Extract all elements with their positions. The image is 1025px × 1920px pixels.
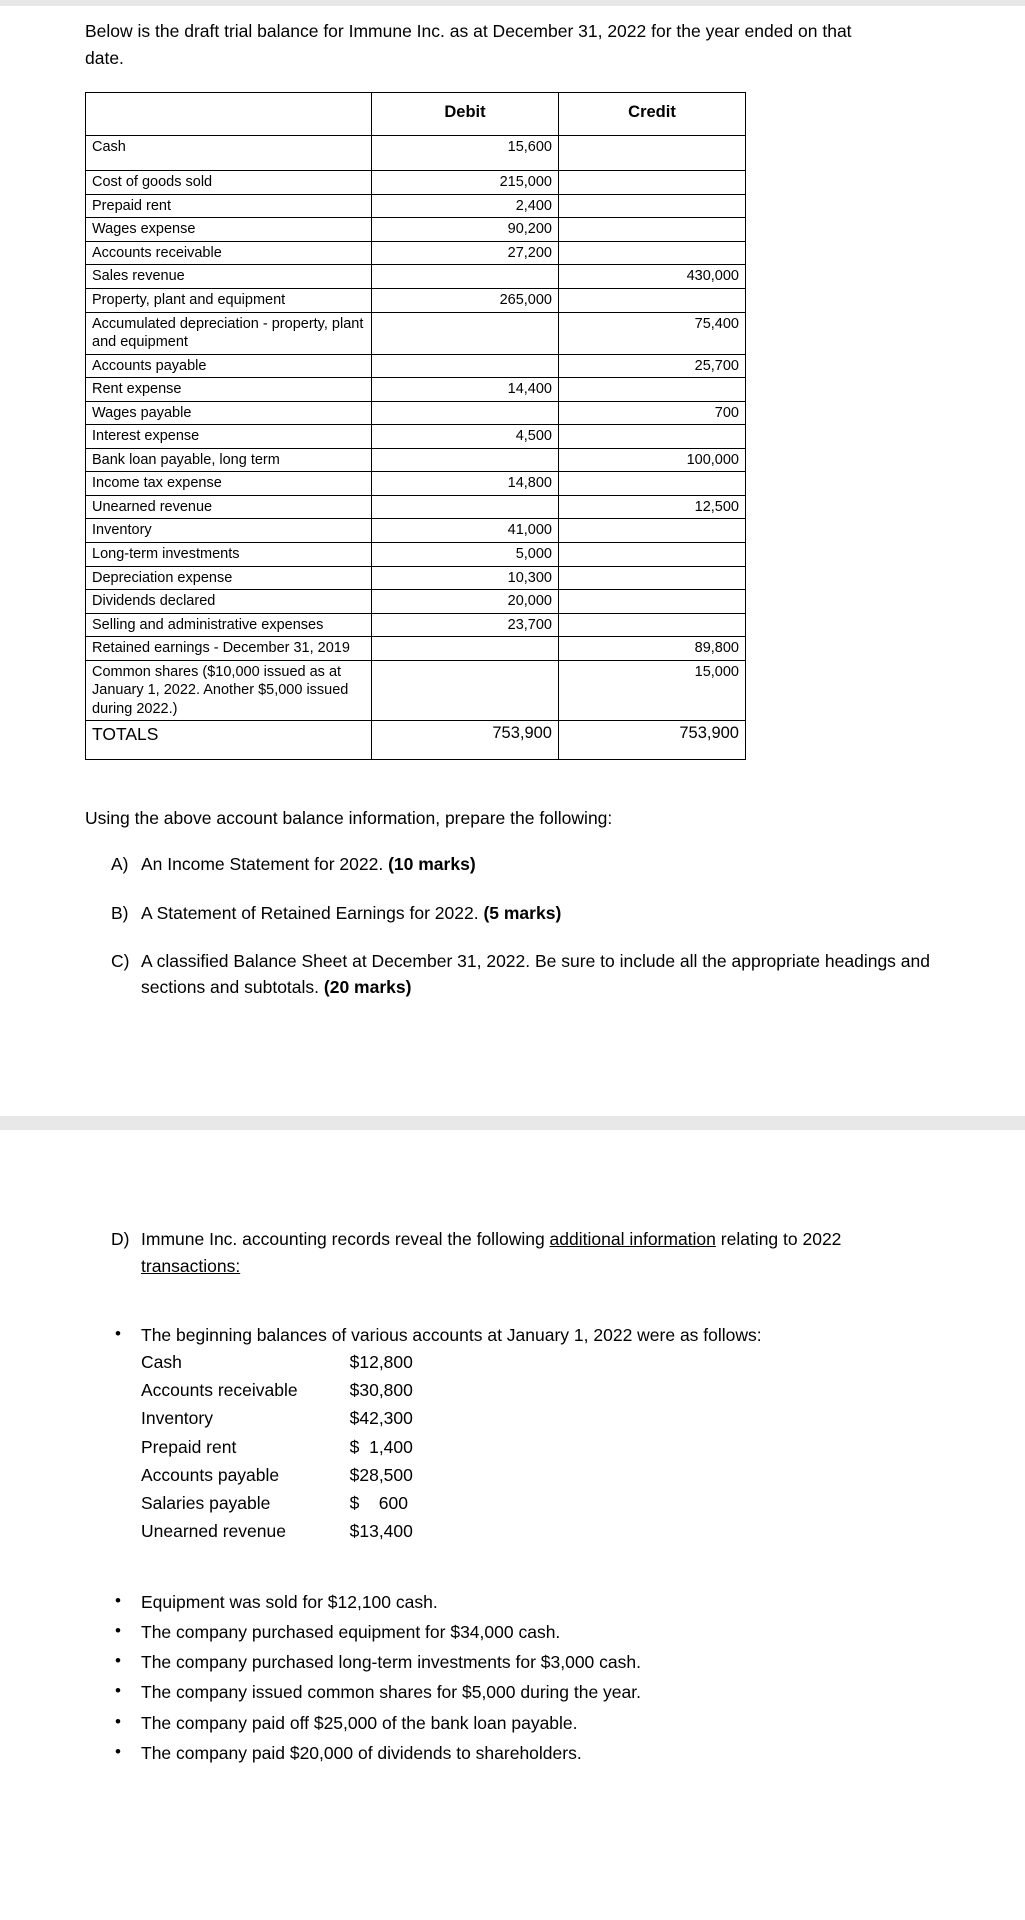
list-item: • The company issued common shares for $5,000 during the year.	[85, 1679, 965, 1705]
prompt-part-marks: (20 marks)	[323, 977, 412, 998]
prompt-part-marks: (5 marks)	[483, 902, 562, 923]
cell-amount: $ 600	[349, 1493, 409, 1514]
part-d-underline-1: additional information	[549, 1229, 716, 1250]
prompt-part	[85, 900, 931, 926]
cell-account: Interest expense	[86, 425, 372, 449]
cell-credit: 75,400	[559, 312, 746, 354]
page-separator-band	[0, 1116, 1025, 1130]
cell-credit: 15,000	[559, 660, 746, 721]
cell-amount: $30,800	[349, 1380, 413, 1401]
column-header-account	[86, 93, 372, 136]
cell-debit: 14,800	[372, 472, 559, 496]
cell-debit: 27,200	[372, 241, 559, 265]
document-page	[0, 6, 1025, 1766]
prompt-part-label: A)	[111, 854, 129, 875]
table-row	[86, 241, 746, 265]
cell-credit	[559, 590, 746, 614]
table-row	[86, 354, 746, 378]
cell-credit	[559, 136, 746, 171]
table-row	[86, 265, 746, 289]
cell-amount: $12,800	[349, 1351, 413, 1372]
cell-amount: $28,500	[349, 1464, 413, 1485]
table-row	[141, 1490, 413, 1518]
cell-account: Unearned revenue	[86, 495, 372, 519]
cell-account: Property, plant and equipment	[86, 288, 372, 312]
cell-account: Accounts receivable	[141, 1380, 298, 1401]
cell-account: Unearned revenue	[141, 1521, 286, 1542]
table-row	[86, 136, 746, 171]
cell-amount: $42,300	[349, 1408, 413, 1429]
table-row	[86, 194, 746, 218]
cell-credit: 12,500	[559, 495, 746, 519]
cell-credit	[559, 288, 746, 312]
cell-debit: 90,200	[372, 218, 559, 242]
cell-account: Accounts payable	[141, 1464, 280, 1485]
trial-balance-table	[85, 92, 746, 760]
cell-credit	[559, 194, 746, 218]
prompt-parts-list	[85, 851, 965, 1000]
table-row	[86, 590, 746, 614]
cell-debit: 14,400	[372, 378, 559, 402]
table-row	[86, 448, 746, 472]
cell-account: Cash	[86, 136, 372, 171]
cell-credit: 100,000	[559, 448, 746, 472]
table-row	[86, 495, 746, 519]
table-row	[86, 543, 746, 567]
cell-debit: 20,000	[372, 590, 559, 614]
cell-credit	[559, 425, 746, 449]
intro-paragraph: Below is the draft trial balance for Immune Inc. as at December 31, 2022 for the year ended on that date.	[85, 21, 852, 69]
cell-account: Income tax expense	[86, 472, 372, 496]
table-row	[141, 1377, 413, 1405]
cell-account: Bank loan payable, long term	[86, 448, 372, 472]
cell-debit: 10,300	[372, 566, 559, 590]
cell-account: Common shares ($10,000 issued as at January 1, 2022. Another $5,000 issued during 2022.)	[86, 660, 372, 721]
part-d-bullets-transactions	[85, 1589, 965, 1767]
cell-credit	[559, 543, 746, 567]
cell-account: Prepaid rent	[141, 1436, 237, 1457]
cell-account: Cost of goods sold	[86, 171, 372, 195]
list-item: • The company purchased equipment for $34,000 cash.	[85, 1619, 965, 1645]
cell-account: Accumulated depreciation - property, plant and equipment	[86, 312, 372, 354]
list-item	[85, 1322, 965, 1547]
table-row	[86, 566, 746, 590]
totals-credit: 753,900	[559, 721, 746, 760]
cell-account: Cash	[141, 1351, 182, 1372]
table-row	[86, 218, 746, 242]
cell-account: Inventory	[141, 1408, 213, 1429]
column-header-credit: Credit	[559, 93, 746, 136]
cell-account: Inventory	[86, 519, 372, 543]
table-row	[86, 378, 746, 402]
cell-account: Depreciation expense	[86, 566, 372, 590]
prompt-part-label: C)	[111, 950, 130, 971]
table-row	[86, 519, 746, 543]
cell-account: Dividends declared	[86, 590, 372, 614]
part-d-underline-2: transactions:	[141, 1255, 241, 1276]
column-header-debit: Debit	[372, 93, 559, 136]
cell-debit	[372, 660, 559, 721]
cell-credit	[559, 378, 746, 402]
prompt-part	[85, 948, 931, 1001]
cell-debit	[372, 312, 559, 354]
totals-label: TOTALS	[86, 721, 372, 760]
table-row	[86, 613, 746, 637]
cell-debit	[372, 354, 559, 378]
prompt-part-label: B)	[111, 902, 129, 923]
cell-debit: 265,000	[372, 288, 559, 312]
table-row	[86, 288, 746, 312]
trial-balance-head	[86, 93, 746, 136]
cell-credit	[559, 171, 746, 195]
cell-account: Rent expense	[86, 378, 372, 402]
part-d-label: D)	[111, 1229, 130, 1250]
part-d-text-1: Immune Inc. accounting records reveal the following	[141, 1229, 550, 1250]
cell-credit	[559, 566, 746, 590]
cell-credit	[559, 613, 746, 637]
cell-account: Accounts receivable	[86, 241, 372, 265]
cell-credit: 430,000	[559, 265, 746, 289]
cell-account: Wages expense	[86, 218, 372, 242]
cell-credit: 89,800	[559, 637, 746, 661]
cell-amount: $ 1,400	[349, 1436, 413, 1457]
part-d-text-2: relating to 2022	[715, 1229, 842, 1250]
list-item: • Equipment was sold for $12,100 cash.	[85, 1589, 965, 1615]
cell-debit: 41,000	[372, 519, 559, 543]
part-d-paragraph	[85, 1226, 931, 1279]
cell-debit	[372, 637, 559, 661]
cell-credit: 25,700	[559, 354, 746, 378]
cell-debit: 215,000	[372, 171, 559, 195]
cell-debit: 4,500	[372, 425, 559, 449]
prompt-part	[85, 851, 931, 877]
trial-balance-body	[86, 136, 746, 721]
cell-credit: 700	[559, 401, 746, 425]
cell-debit: 15,600	[372, 136, 559, 171]
cell-account: Prepaid rent	[86, 194, 372, 218]
prompt-lead: Using the above account balance information, prepare the following:	[85, 808, 613, 829]
list-item: • The company purchased long-term investments for $3,000 cash.	[85, 1649, 965, 1675]
table-row	[141, 1462, 413, 1490]
table-header-row	[86, 93, 746, 136]
cell-credit	[559, 519, 746, 543]
table-row	[141, 1349, 413, 1377]
totals-row	[86, 721, 746, 760]
table-row	[141, 1405, 413, 1433]
trial-balance-foot	[86, 721, 746, 760]
cell-debit	[372, 448, 559, 472]
list-item: • The company paid $20,000 of dividends to shareholders.	[85, 1740, 965, 1766]
table-row	[86, 171, 746, 195]
prompt-part-text: A Statement of Retained Earnings for 2022.	[141, 902, 484, 923]
prompt-part-text: An Income Statement for 2022.	[141, 854, 389, 875]
cell-account: Retained earnings - December 31, 2019	[86, 637, 372, 661]
table-row	[86, 637, 746, 661]
cell-debit: 2,400	[372, 194, 559, 218]
cell-debit	[372, 265, 559, 289]
table-row	[86, 660, 746, 721]
cell-account: Long-term investments	[86, 543, 372, 567]
cell-debit	[372, 401, 559, 425]
prompt-part-text: A classified Balance Sheet at December 31, 2022. Be sure to include all the appropriate headings and sections and subtotals.	[141, 950, 930, 998]
cell-account: Salaries payable	[141, 1493, 271, 1514]
table-row	[86, 312, 746, 354]
cell-credit	[559, 218, 746, 242]
cell-account: Sales revenue	[86, 265, 372, 289]
beginning-balances-table	[141, 1349, 413, 1547]
cell-credit	[559, 241, 746, 265]
table-row	[141, 1434, 413, 1462]
totals-debit: 753,900	[372, 721, 559, 760]
cell-amount: $13,400	[349, 1521, 413, 1542]
list-item: • The company paid off $25,000 of the bank loan payable.	[85, 1710, 965, 1736]
table-row	[141, 1518, 413, 1546]
cell-debit: 23,700	[372, 613, 559, 637]
prompt-part-marks: (10 marks)	[388, 854, 476, 875]
table-row	[86, 401, 746, 425]
cell-account: Accounts payable	[86, 354, 372, 378]
cell-account: Selling and administrative expenses	[86, 613, 372, 637]
table-row	[86, 425, 746, 449]
cell-account: Wages payable	[86, 401, 372, 425]
table-row	[86, 472, 746, 496]
balances-intro: The beginning balances of various accounts at January 1, 2022 were as follows:	[141, 1324, 762, 1345]
part-d-bullets-balances	[85, 1322, 965, 1547]
cell-debit: 5,000	[372, 543, 559, 567]
cell-credit	[559, 472, 746, 496]
cell-debit	[372, 495, 559, 519]
